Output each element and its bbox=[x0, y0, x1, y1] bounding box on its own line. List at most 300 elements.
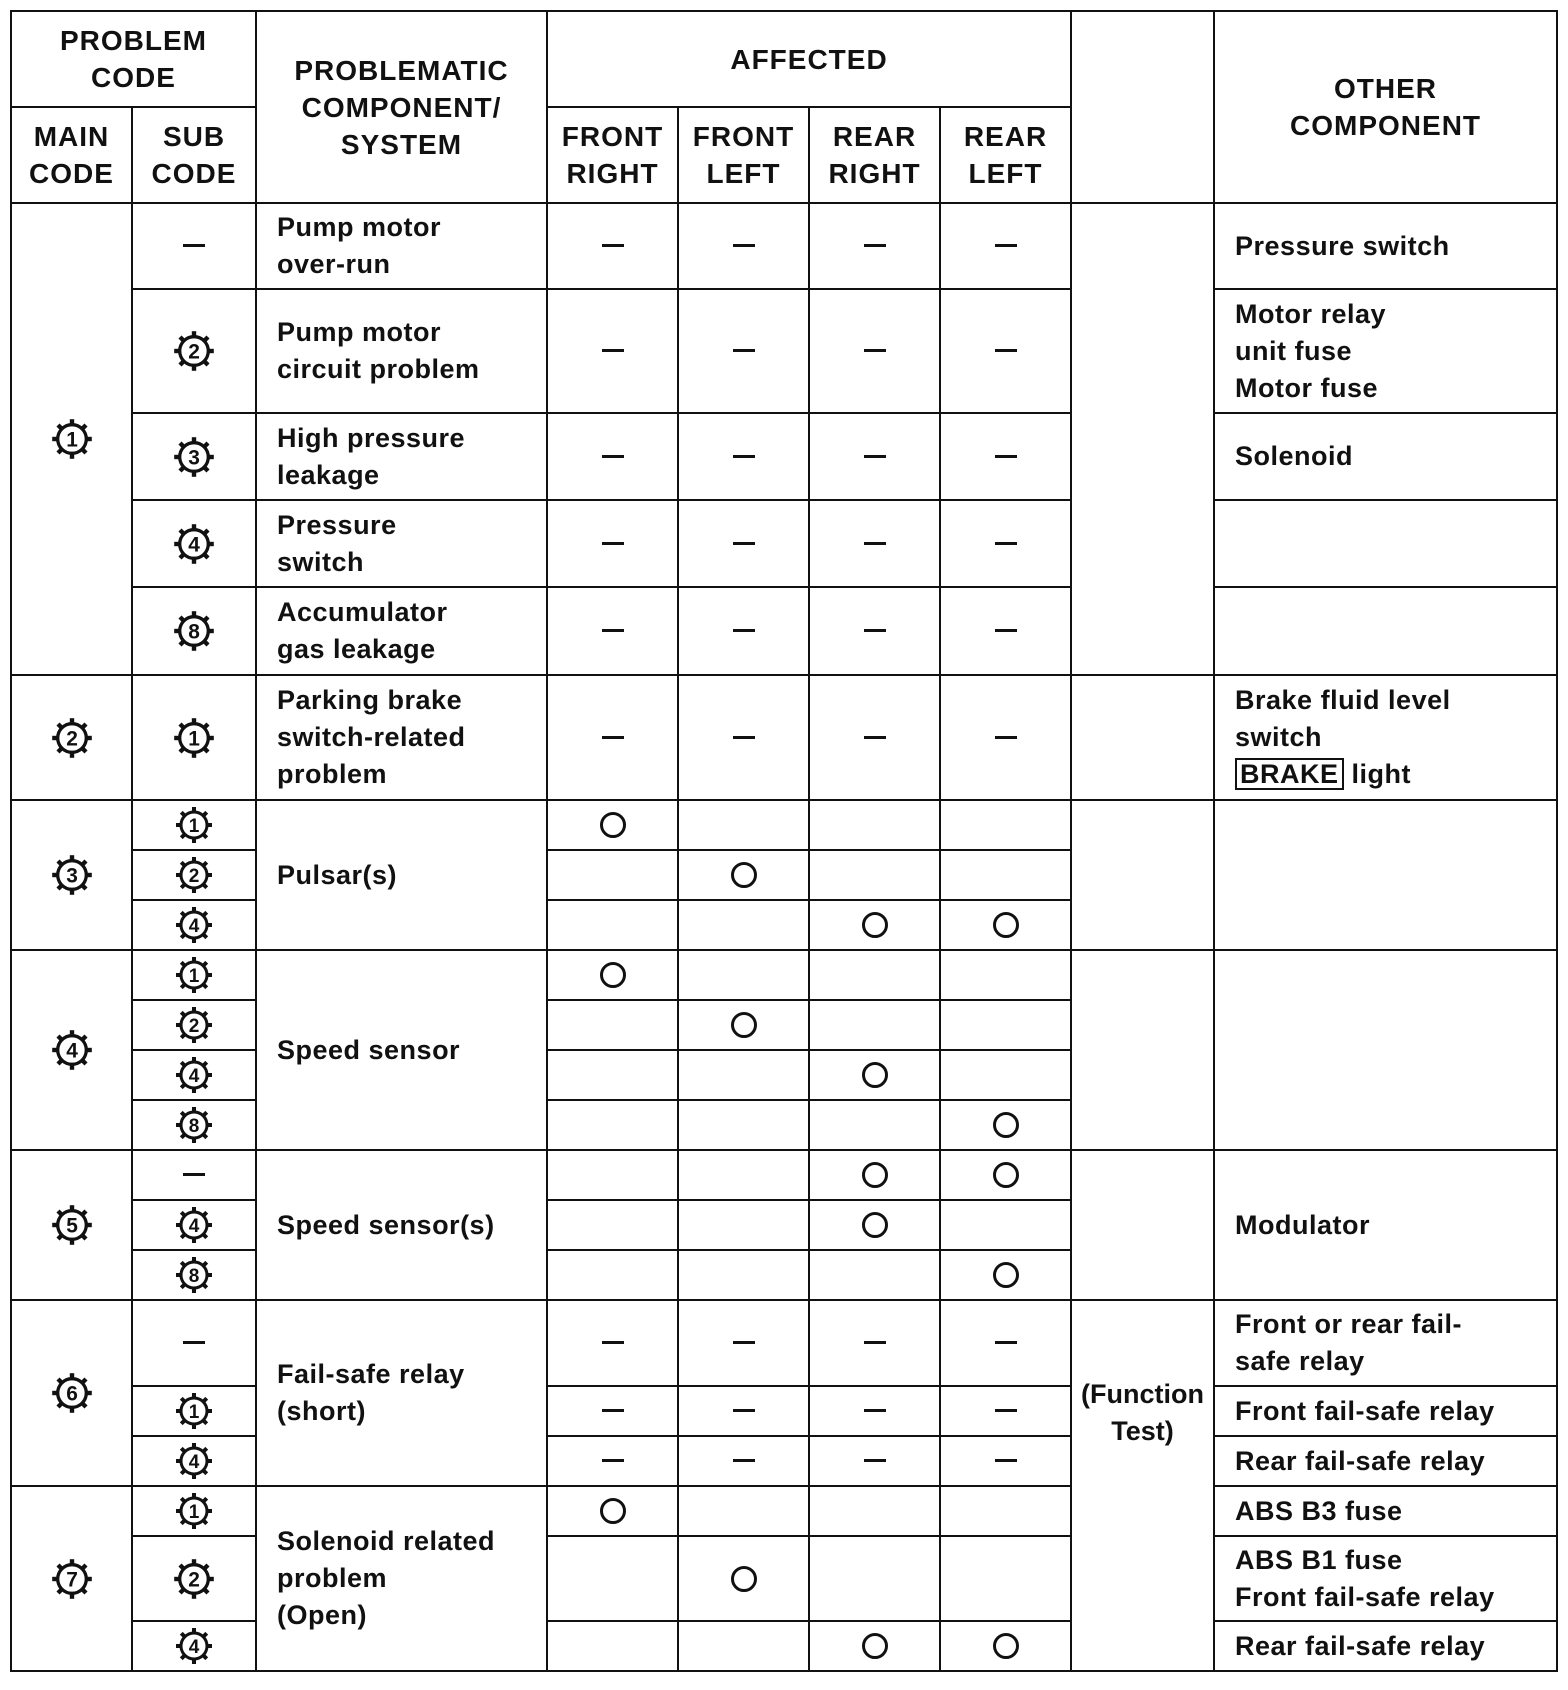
affected-fl-cell bbox=[678, 1436, 809, 1486]
other-component-cell bbox=[1214, 1436, 1557, 1486]
dash-mark bbox=[864, 1409, 886, 1412]
other-component-cell bbox=[1214, 1536, 1557, 1621]
affected-circle-mark bbox=[993, 1262, 1019, 1288]
sub-code-8-icon bbox=[172, 609, 216, 653]
affected-rl-cell bbox=[940, 1536, 1071, 1621]
other-component-cell bbox=[1214, 1621, 1557, 1671]
dash-mark bbox=[602, 736, 624, 739]
table-row bbox=[11, 1150, 1557, 1200]
affected-fr-cell bbox=[547, 1050, 678, 1100]
sub-code-8-icon bbox=[174, 1105, 214, 1145]
dash-mark bbox=[995, 542, 1017, 545]
svg-text:2: 2 bbox=[188, 866, 200, 887]
main-code-header: MAIN CODE bbox=[11, 107, 132, 203]
blank-cell bbox=[1071, 800, 1214, 950]
affected-fl-cell bbox=[678, 587, 809, 675]
text-line: Test) bbox=[1111, 1415, 1174, 1446]
affected-circle-mark bbox=[993, 1633, 1019, 1659]
text-line: Motor relay bbox=[1235, 298, 1387, 329]
front-right-header: FRONT RIGHT bbox=[547, 107, 678, 203]
affected-rl-cell bbox=[940, 413, 1071, 500]
svg-text:8: 8 bbox=[188, 1266, 200, 1287]
svg-text:4: 4 bbox=[188, 1637, 200, 1658]
affected-rl-cell bbox=[940, 1100, 1071, 1150]
text-line: Accumulator bbox=[277, 597, 448, 627]
other-component-cell bbox=[1214, 413, 1557, 500]
dash-mark bbox=[733, 349, 755, 352]
dash-mark bbox=[864, 455, 886, 458]
text-line: unit fuse bbox=[1235, 335, 1353, 366]
text-line: Solenoid bbox=[1235, 441, 1354, 471]
dash-mark bbox=[995, 244, 1017, 247]
affected-rr-cell bbox=[809, 900, 940, 950]
text-line: circuit problem bbox=[277, 354, 480, 384]
text-line: Pressure switch bbox=[1235, 230, 1450, 261]
affected-fl-cell bbox=[678, 1621, 809, 1671]
affected-fr-cell bbox=[547, 800, 678, 850]
component-cell bbox=[256, 203, 547, 289]
affected-rr-cell bbox=[809, 800, 940, 850]
text-line: (short) bbox=[277, 1396, 366, 1426]
blank-cell bbox=[1071, 203, 1214, 675]
text-line: Front fail-safe relay bbox=[1235, 1581, 1495, 1612]
affected-circle-mark bbox=[862, 1162, 888, 1188]
affected-fr-cell bbox=[547, 587, 678, 675]
affected-rr-cell bbox=[809, 1486, 940, 1536]
dash-mark bbox=[602, 1409, 624, 1412]
affected-fr-cell bbox=[547, 1150, 678, 1200]
dash-mark bbox=[733, 1459, 755, 1462]
text-line: Modulator bbox=[1235, 1209, 1370, 1240]
component-cell bbox=[256, 950, 547, 1150]
main-code-5-icon bbox=[50, 1203, 94, 1247]
affected-rr-cell bbox=[809, 1250, 940, 1300]
text-line: Speed sensor(s) bbox=[277, 1209, 495, 1240]
affected-circle-mark bbox=[600, 1498, 626, 1524]
affected-rr-cell bbox=[809, 1050, 940, 1100]
problem-code-table bbox=[10, 10, 1558, 1672]
affected-fl-cell bbox=[678, 1000, 809, 1050]
rear-left-header: REAR LEFT bbox=[940, 107, 1071, 203]
affected-fr-cell bbox=[547, 500, 678, 587]
svg-text:4: 4 bbox=[188, 1452, 200, 1473]
component-cell bbox=[256, 1300, 547, 1486]
affected-fr-cell bbox=[547, 900, 678, 950]
table-row bbox=[11, 675, 1557, 800]
text-line: switch bbox=[277, 546, 365, 577]
component-cell bbox=[256, 587, 547, 675]
text-line: switch bbox=[1235, 722, 1323, 752]
rear-right-header: REAR RIGHT bbox=[809, 107, 940, 203]
affected-fr-cell bbox=[547, 950, 678, 1000]
main-code-cell bbox=[11, 1300, 132, 1486]
brake-indicator-label: BRAKE bbox=[1235, 758, 1344, 790]
component-cell bbox=[256, 289, 547, 413]
affected-rl-cell bbox=[940, 203, 1071, 289]
svg-text:1: 1 bbox=[188, 727, 200, 751]
main-code-cell bbox=[11, 675, 132, 800]
svg-text:4: 4 bbox=[188, 1066, 200, 1087]
sub-code-cell bbox=[132, 413, 256, 500]
affected-fl-cell bbox=[678, 500, 809, 587]
affected-rr-cell bbox=[809, 850, 940, 900]
dash-mark bbox=[864, 244, 886, 247]
affected-rl-cell bbox=[940, 500, 1071, 587]
affected-rr-cell bbox=[809, 413, 940, 500]
dash-mark bbox=[995, 349, 1017, 352]
dash-mark bbox=[995, 736, 1017, 739]
affected-circle-mark bbox=[862, 1633, 888, 1659]
dash-mark bbox=[995, 1409, 1017, 1412]
dash-mark bbox=[733, 736, 755, 739]
component-header: PROBLEMATIC COMPONENT/ SYSTEM bbox=[256, 11, 547, 203]
text-line: over-run bbox=[277, 249, 391, 279]
svg-text:2: 2 bbox=[188, 340, 200, 364]
text-line: Speed sensor bbox=[277, 1034, 461, 1065]
affected-rr-cell bbox=[809, 1536, 940, 1621]
sub-code-cell bbox=[132, 675, 256, 800]
affected-fl-cell bbox=[678, 203, 809, 289]
affected-circle-mark bbox=[862, 1212, 888, 1238]
component-cell bbox=[256, 500, 547, 587]
affected-rr-cell bbox=[809, 203, 940, 289]
sub-code-1-icon bbox=[174, 955, 214, 995]
affected-rr-cell bbox=[809, 289, 940, 413]
main-code-cell bbox=[11, 203, 132, 675]
table-row bbox=[11, 1386, 1557, 1436]
sub-code-cell bbox=[132, 289, 256, 413]
sub-code-cell bbox=[132, 1250, 256, 1300]
function-test-cell bbox=[1071, 1300, 1214, 1671]
svg-text:1: 1 bbox=[188, 966, 200, 987]
sub-code-8-icon bbox=[174, 1255, 214, 1295]
main-code-cell bbox=[11, 800, 132, 950]
affected-fr-cell bbox=[547, 1100, 678, 1150]
text-line: Pump motor bbox=[277, 317, 441, 347]
table-row bbox=[11, 203, 1557, 289]
affected-rl-cell bbox=[940, 850, 1071, 900]
affected-circle-mark bbox=[600, 812, 626, 838]
affected-fr-cell bbox=[547, 289, 678, 413]
dash-mark bbox=[864, 629, 886, 632]
dash-mark bbox=[995, 629, 1017, 632]
sub-code-2-icon bbox=[174, 1005, 214, 1045]
text-line: Brake fluid level bbox=[1235, 685, 1451, 715]
affected-rl-cell bbox=[940, 1386, 1071, 1436]
dash-mark bbox=[602, 1341, 624, 1344]
problem-code-header: PROBLEM CODE bbox=[11, 11, 256, 107]
dash-mark bbox=[733, 542, 755, 545]
sub-code-cell bbox=[132, 203, 256, 289]
component-cell bbox=[256, 675, 547, 800]
affected-fr-cell bbox=[547, 413, 678, 500]
affected-fl-cell bbox=[678, 413, 809, 500]
affected-fl-cell bbox=[678, 1100, 809, 1150]
dash-mark bbox=[995, 1341, 1017, 1344]
dash-mark bbox=[995, 455, 1017, 458]
header-row-1 bbox=[11, 11, 1557, 107]
sub-code-1-icon bbox=[174, 805, 214, 845]
svg-text:1: 1 bbox=[65, 428, 78, 452]
other-component-cell bbox=[1214, 800, 1557, 950]
light-label: light bbox=[1343, 759, 1412, 789]
affected-rl-cell bbox=[940, 1300, 1071, 1386]
text-line: Pressure bbox=[277, 509, 397, 540]
affected-rr-cell bbox=[809, 950, 940, 1000]
sub-code-cell bbox=[132, 900, 256, 950]
other-component-cell bbox=[1214, 1150, 1557, 1300]
text-line: safe relay bbox=[1235, 1346, 1365, 1376]
text-line: problem bbox=[277, 759, 388, 789]
svg-text:3: 3 bbox=[188, 446, 200, 470]
front-left-header: FRONT LEFT bbox=[678, 107, 809, 203]
sub-code-4-icon bbox=[174, 1626, 214, 1666]
affected-rr-cell bbox=[809, 1386, 940, 1436]
table-row bbox=[11, 587, 1557, 675]
main-code-3-icon bbox=[50, 853, 94, 897]
dash-mark bbox=[733, 629, 755, 632]
table-row bbox=[11, 800, 1557, 850]
main-code-4-icon bbox=[50, 1028, 94, 1072]
dash-mark bbox=[864, 1459, 886, 1462]
dash-mark bbox=[733, 455, 755, 458]
affected-fr-cell bbox=[547, 1621, 678, 1671]
component-cell bbox=[256, 413, 547, 500]
table-row bbox=[11, 1536, 1557, 1621]
affected-rr-cell bbox=[809, 587, 940, 675]
sub-code-cell bbox=[132, 1200, 256, 1250]
affected-fl-cell bbox=[678, 675, 809, 800]
affected-fl-cell bbox=[678, 1386, 809, 1436]
sub-code-cell bbox=[132, 1000, 256, 1050]
affected-rl-cell bbox=[940, 950, 1071, 1000]
affected-circle-mark bbox=[862, 1062, 888, 1088]
main-code-cell bbox=[11, 1150, 132, 1300]
affected-rl-cell bbox=[940, 1621, 1071, 1671]
sub-code-4-icon bbox=[174, 905, 214, 945]
affected-header: AFFECTED bbox=[547, 11, 1071, 107]
affected-rr-cell bbox=[809, 1150, 940, 1200]
main-code-cell bbox=[11, 950, 132, 1150]
affected-rr-cell bbox=[809, 1436, 940, 1486]
table-row bbox=[11, 950, 1557, 1000]
sub-code-1-icon bbox=[174, 1391, 214, 1431]
dash-mark bbox=[183, 1341, 205, 1344]
text-line: (Function bbox=[1081, 1378, 1204, 1409]
sub-code-cell bbox=[132, 1536, 256, 1621]
main-code-2-icon bbox=[50, 716, 94, 760]
affected-circle-mark bbox=[600, 962, 626, 988]
affected-fr-cell bbox=[547, 1000, 678, 1050]
sub-code-1-icon bbox=[172, 716, 216, 760]
table-row bbox=[11, 1436, 1557, 1486]
other-component-cell bbox=[1214, 289, 1557, 413]
dash-mark bbox=[864, 542, 886, 545]
other-component-cell bbox=[1214, 1300, 1557, 1386]
sub-code-cell bbox=[132, 950, 256, 1000]
table-row bbox=[11, 1486, 1557, 1536]
affected-circle-mark bbox=[731, 1566, 757, 1592]
sub-code-4-icon bbox=[174, 1205, 214, 1245]
text-line: Rear fail-safe relay bbox=[1235, 1630, 1486, 1661]
component-cell bbox=[256, 1486, 547, 1671]
text-line: Front fail-safe relay bbox=[1235, 1395, 1495, 1426]
main-code-7-icon bbox=[50, 1557, 94, 1601]
affected-fl-cell bbox=[678, 900, 809, 950]
sub-code-cell bbox=[132, 1300, 256, 1386]
other-component-cell bbox=[1214, 1486, 1557, 1536]
sub-code-cell bbox=[132, 1100, 256, 1150]
affected-circle-mark bbox=[993, 1112, 1019, 1138]
table-row bbox=[11, 1621, 1557, 1671]
svg-text:2: 2 bbox=[188, 1016, 200, 1037]
svg-text:6: 6 bbox=[65, 1382, 78, 1406]
sub-code-cell bbox=[132, 1436, 256, 1486]
sub-code-2-icon bbox=[174, 855, 214, 895]
dash-mark bbox=[602, 349, 624, 352]
svg-text:8: 8 bbox=[188, 1116, 200, 1137]
affected-rl-cell bbox=[940, 587, 1071, 675]
affected-rl-cell bbox=[940, 1486, 1071, 1536]
dash-mark bbox=[602, 1459, 624, 1462]
affected-circle-mark bbox=[993, 912, 1019, 938]
dash-mark bbox=[602, 629, 624, 632]
affected-fr-cell bbox=[547, 1200, 678, 1250]
dash-mark bbox=[995, 1459, 1017, 1462]
affected-circle-mark bbox=[993, 1162, 1019, 1188]
sub-code-2-icon bbox=[172, 1557, 216, 1601]
dash-mark bbox=[183, 244, 205, 247]
affected-rl-cell bbox=[940, 1050, 1071, 1100]
other-component-cell bbox=[1214, 675, 1557, 800]
dash-mark bbox=[864, 736, 886, 739]
text-line: Motor fuse bbox=[1235, 372, 1379, 403]
text-line: switch-related bbox=[277, 722, 466, 752]
affected-rl-cell bbox=[940, 1150, 1071, 1200]
table-row bbox=[11, 413, 1557, 500]
affected-fr-cell bbox=[547, 1436, 678, 1486]
affected-fl-cell bbox=[678, 1150, 809, 1200]
text-line: Pump motor bbox=[277, 212, 441, 242]
affected-fl-cell bbox=[678, 1250, 809, 1300]
sub-code-4-icon bbox=[174, 1055, 214, 1095]
affected-rl-cell bbox=[940, 900, 1071, 950]
dash-mark bbox=[733, 1341, 755, 1344]
text-line: Parking brake bbox=[277, 685, 463, 715]
blank-cell bbox=[1071, 1150, 1214, 1300]
blank-cell bbox=[1071, 675, 1214, 800]
dash-mark bbox=[183, 1173, 205, 1176]
affected-rr-cell bbox=[809, 500, 940, 587]
blank-header bbox=[1071, 11, 1214, 203]
sub-code-3-icon bbox=[172, 435, 216, 479]
sub-code-cell bbox=[132, 1621, 256, 1671]
brake-light-line bbox=[1235, 756, 1556, 793]
table-row bbox=[11, 1300, 1557, 1386]
component-cell bbox=[256, 800, 547, 950]
sub-code-cell bbox=[132, 1486, 256, 1536]
affected-circle-mark bbox=[862, 912, 888, 938]
affected-rr-cell bbox=[809, 675, 940, 800]
affected-fr-cell bbox=[547, 203, 678, 289]
main-code-6-icon bbox=[50, 1371, 94, 1415]
sub-code-header: SUB CODE bbox=[132, 107, 256, 203]
text-line: Pulsar(s) bbox=[277, 859, 398, 890]
other-component-cell bbox=[1214, 587, 1557, 675]
main-code-cell bbox=[11, 1486, 132, 1671]
affected-rl-cell bbox=[940, 675, 1071, 800]
table-row bbox=[11, 500, 1557, 587]
affected-fl-cell bbox=[678, 1536, 809, 1621]
affected-rl-cell bbox=[940, 800, 1071, 850]
svg-text:7: 7 bbox=[65, 1568, 78, 1592]
svg-text:3: 3 bbox=[65, 864, 78, 888]
sub-code-cell bbox=[132, 1150, 256, 1200]
svg-text:5: 5 bbox=[65, 1214, 78, 1238]
sub-code-cell bbox=[132, 1050, 256, 1100]
affected-rr-cell bbox=[809, 1200, 940, 1250]
affected-circle-mark bbox=[731, 1012, 757, 1038]
affected-fr-cell bbox=[547, 1300, 678, 1386]
svg-text:2: 2 bbox=[188, 1568, 200, 1592]
main-code-1-icon bbox=[50, 417, 94, 461]
affected-fr-cell bbox=[547, 1536, 678, 1621]
text-line: High pressure bbox=[277, 422, 466, 453]
affected-rl-cell bbox=[940, 1000, 1071, 1050]
affected-rl-cell bbox=[940, 1436, 1071, 1486]
affected-fl-cell bbox=[678, 289, 809, 413]
affected-rl-cell bbox=[940, 289, 1071, 413]
other-component-cell bbox=[1214, 950, 1557, 1150]
text-line: leakage bbox=[277, 459, 380, 490]
other-component-cell bbox=[1214, 1386, 1557, 1436]
svg-text:1: 1 bbox=[188, 816, 200, 837]
svg-text:8: 8 bbox=[188, 620, 200, 644]
diagnostic-table-wrapper bbox=[10, 10, 1558, 1672]
text-line: Front or rear fail- bbox=[1235, 1309, 1463, 1339]
affected-fl-cell bbox=[678, 950, 809, 1000]
affected-fl-cell bbox=[678, 1050, 809, 1100]
text-line: problem bbox=[277, 1563, 388, 1593]
svg-text:1: 1 bbox=[188, 1502, 200, 1523]
affected-rl-cell bbox=[940, 1250, 1071, 1300]
other-component-header: OTHER COMPONENT bbox=[1214, 11, 1557, 203]
sub-code-cell bbox=[132, 500, 256, 587]
affected-fr-cell bbox=[547, 675, 678, 800]
sub-code-2-icon bbox=[172, 329, 216, 373]
affected-fl-cell bbox=[678, 1300, 809, 1386]
affected-fl-cell bbox=[678, 1486, 809, 1536]
svg-text:2: 2 bbox=[65, 727, 78, 751]
affected-rr-cell bbox=[809, 1100, 940, 1150]
affected-rr-cell bbox=[809, 1000, 940, 1050]
svg-text:4: 4 bbox=[188, 916, 200, 937]
component-cell bbox=[256, 1150, 547, 1300]
dash-mark bbox=[733, 1409, 755, 1412]
blank-cell bbox=[1071, 950, 1214, 1150]
affected-fl-cell bbox=[678, 850, 809, 900]
text-line: gas leakage bbox=[277, 634, 436, 664]
text-line: (Open) bbox=[277, 1600, 367, 1630]
affected-fr-cell bbox=[547, 850, 678, 900]
affected-rr-cell bbox=[809, 1300, 940, 1386]
table-row bbox=[11, 289, 1557, 413]
other-component-cell bbox=[1214, 500, 1557, 587]
affected-fr-cell bbox=[547, 1486, 678, 1536]
sub-code-4-icon bbox=[172, 522, 216, 566]
svg-text:1: 1 bbox=[188, 1402, 200, 1423]
text-line: ABS B3 fuse bbox=[1235, 1495, 1403, 1526]
